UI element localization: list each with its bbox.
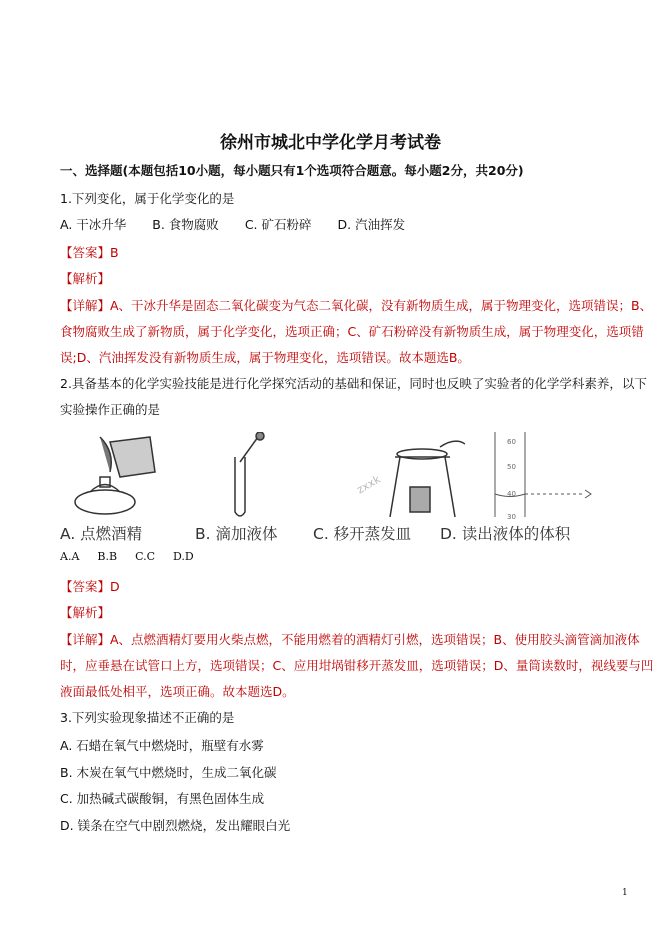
svg-text:30: 30 <box>507 513 516 521</box>
q2-detail-line: 【详解】A、点燃酒精灯要用火柴点燃，不能用燃着的酒精灯引燃，选项错误；B、使用胶头滴管滴加液体 <box>60 632 640 647</box>
q1-answer: 【答案】B <box>60 245 119 260</box>
q3-option-c: C. 加热碱式碳酸铜，有黑色固体生成 <box>60 791 265 806</box>
q2-figure <box>55 432 605 552</box>
svg-text:60: 60 <box>507 438 516 446</box>
alcohol-lamp-illustration <box>70 432 160 522</box>
q1-detail-line: 【详解】A、干冰升华是固态二氧化碳变为气态二氧化碳，没有新物质生成，属于物理变化，选项错误；B、 <box>60 298 653 313</box>
test-tube-dropper-illustration <box>220 432 270 522</box>
q2-analysis-label: 【解析】 <box>60 605 111 620</box>
q2-option-a: A.A <box>60 550 80 563</box>
q3-option-a: A. 石蜡在氧气中燃烧时，瓶壁有水雾 <box>60 738 264 753</box>
q2-options <box>60 550 212 563</box>
q1-option-d: D. 汽油挥发 <box>337 217 406 232</box>
figure-caption-d: D. 读出液体的体积 <box>440 525 571 543</box>
figure-caption-c: C. 移开蒸发皿 <box>313 525 412 543</box>
evaporating-dish-illustration <box>355 432 465 522</box>
page-number: 1 <box>622 888 628 898</box>
figure-caption-b: B. 滴加液体 <box>195 525 278 543</box>
graduated-cylinder-illustration <box>485 432 595 522</box>
q3-stem: 3.下列实验现象描述不正确的是 <box>60 710 235 725</box>
page-title: 徐州市城北中学化学月考试卷 <box>220 133 441 153</box>
q1-option-a: A. 干冰升华 <box>60 217 127 232</box>
q1-detail-line: 食物腐败生成了新物质，属于化学变化，选项正确；C、矿石粉碎没有新物质生成，属于物理变化，选项错 <box>60 324 644 339</box>
q1-analysis-label: 【解析】 <box>60 271 111 286</box>
svg-text:50: 50 <box>507 463 516 471</box>
q2-detail-line: 液面最低处相平，选项正确。故本题选D。 <box>60 684 295 699</box>
watermark: zxxk <box>355 472 383 497</box>
q2-stem-line: 实验操作正确的是 <box>60 402 161 417</box>
q2-detail-line: 时，应垂悬在试管口上方，选项错误；C、应用坩埚钳移开蒸发皿，选项错误；D、量筒读数时，视线要与凹 <box>60 658 654 673</box>
section-heading: 一、选择题(本题包括10小题，每小题只有1个选项符合题意。每小题2分，共20分) <box>60 163 524 178</box>
q2-stem-line: 2.具备基本的化学实验技能是进行化学探究活动的基础和保证，同时也反映了实验者的化学学科素养，以下 <box>60 376 647 391</box>
figure-caption-a: A. 点燃酒精 <box>60 525 143 543</box>
q2-option-d: D.D <box>173 550 194 563</box>
q1-stem: 1.下列变化，属于化学变化的是 <box>60 191 235 206</box>
q1-detail-line: 误;D、汽油挥发没有新物质生成，属于物理变化，选项错误。故本题选B。 <box>60 350 470 365</box>
q1-options <box>60 212 608 239</box>
q1-option-c: C. 矿石粉碎 <box>244 217 312 232</box>
svg-text:40: 40 <box>507 490 516 498</box>
q2-option-c: C.C <box>135 550 155 563</box>
q3-option-b: B. 木炭在氧气中燃烧时，生成二氧化碳 <box>60 765 277 780</box>
q2-answer: 【答案】D <box>60 579 120 594</box>
q3-option-d: D. 镁条在空气中剧烈燃烧，发出耀眼白光 <box>60 818 291 833</box>
q1-option-b: B. 食物腐败 <box>152 217 219 232</box>
q2-option-b: B.B <box>97 550 118 563</box>
